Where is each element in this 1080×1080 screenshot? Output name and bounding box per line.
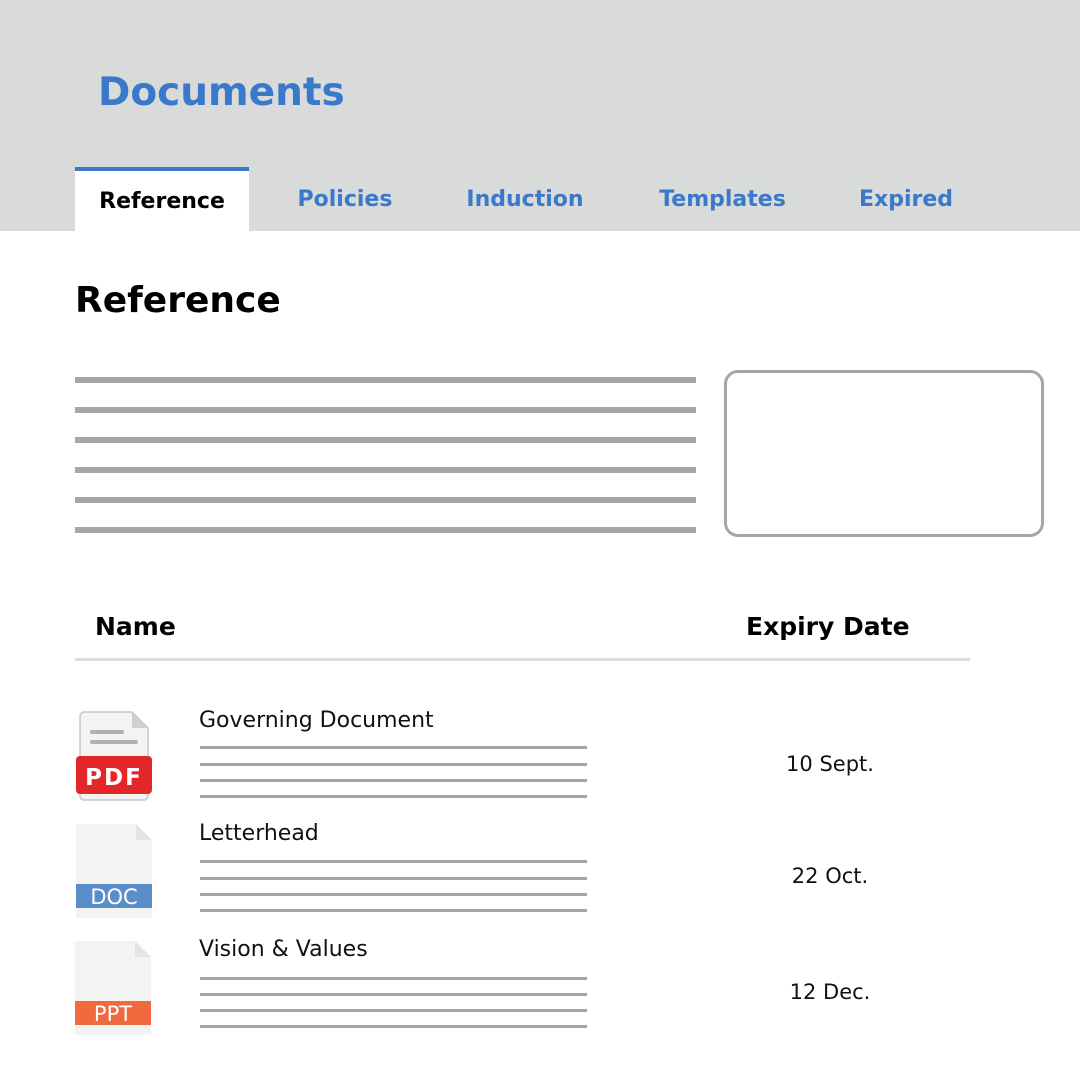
table-divider (75, 658, 970, 661)
description-placeholder-line (200, 779, 587, 782)
expiry-date: 12 Dec. (789, 980, 871, 1004)
description-placeholder-line (200, 977, 587, 980)
column-header-expiry-date[interactable]: Expiry Date (746, 612, 910, 641)
text-placeholder-line (75, 407, 696, 413)
text-placeholder-line (75, 377, 696, 383)
description-placeholder-line (200, 860, 587, 863)
column-header-name[interactable]: Name (95, 612, 176, 641)
svg-text:PDF: PDF (85, 765, 143, 791)
tab-templates[interactable]: Templates (659, 186, 786, 212)
svg-text:DOC: DOC (90, 885, 138, 909)
description-placeholder-line (200, 763, 587, 766)
file-name[interactable]: Letterhead (199, 821, 319, 846)
file-name[interactable]: Vision & Values (199, 937, 368, 962)
text-placeholder-line (75, 527, 696, 533)
description-placeholder-line (200, 877, 587, 880)
tab-induction[interactable]: Induction (466, 186, 584, 212)
pdf-file-icon (76, 710, 152, 804)
description-placeholder-line (200, 909, 587, 912)
expiry-date: 22 Oct. (791, 864, 869, 888)
file-name[interactable]: Governing Document (199, 708, 434, 733)
description-placeholder-line (200, 795, 587, 798)
description-placeholder-line (200, 746, 587, 749)
app-title: Documents (98, 70, 345, 115)
section-title: Reference (75, 280, 281, 321)
tab-expired[interactable]: Expired (858, 186, 954, 212)
description-placeholder-line (200, 993, 587, 996)
svg-text:PPT: PPT (93, 1002, 133, 1026)
tab-reference[interactable]: Reference (75, 167, 249, 231)
tab-policies[interactable]: Policies (297, 186, 393, 212)
ppt-file-icon (75, 941, 151, 1035)
text-placeholder-line (75, 467, 696, 473)
description-placeholder-line (200, 1025, 587, 1028)
text-placeholder-line (75, 437, 696, 443)
text-placeholder-line (75, 497, 696, 503)
image-placeholder (724, 370, 1044, 537)
description-placeholder-line (200, 893, 587, 896)
expiry-date: 10 Sept. (786, 752, 874, 776)
doc-file-icon (76, 824, 152, 918)
description-placeholder-line (200, 1009, 587, 1012)
